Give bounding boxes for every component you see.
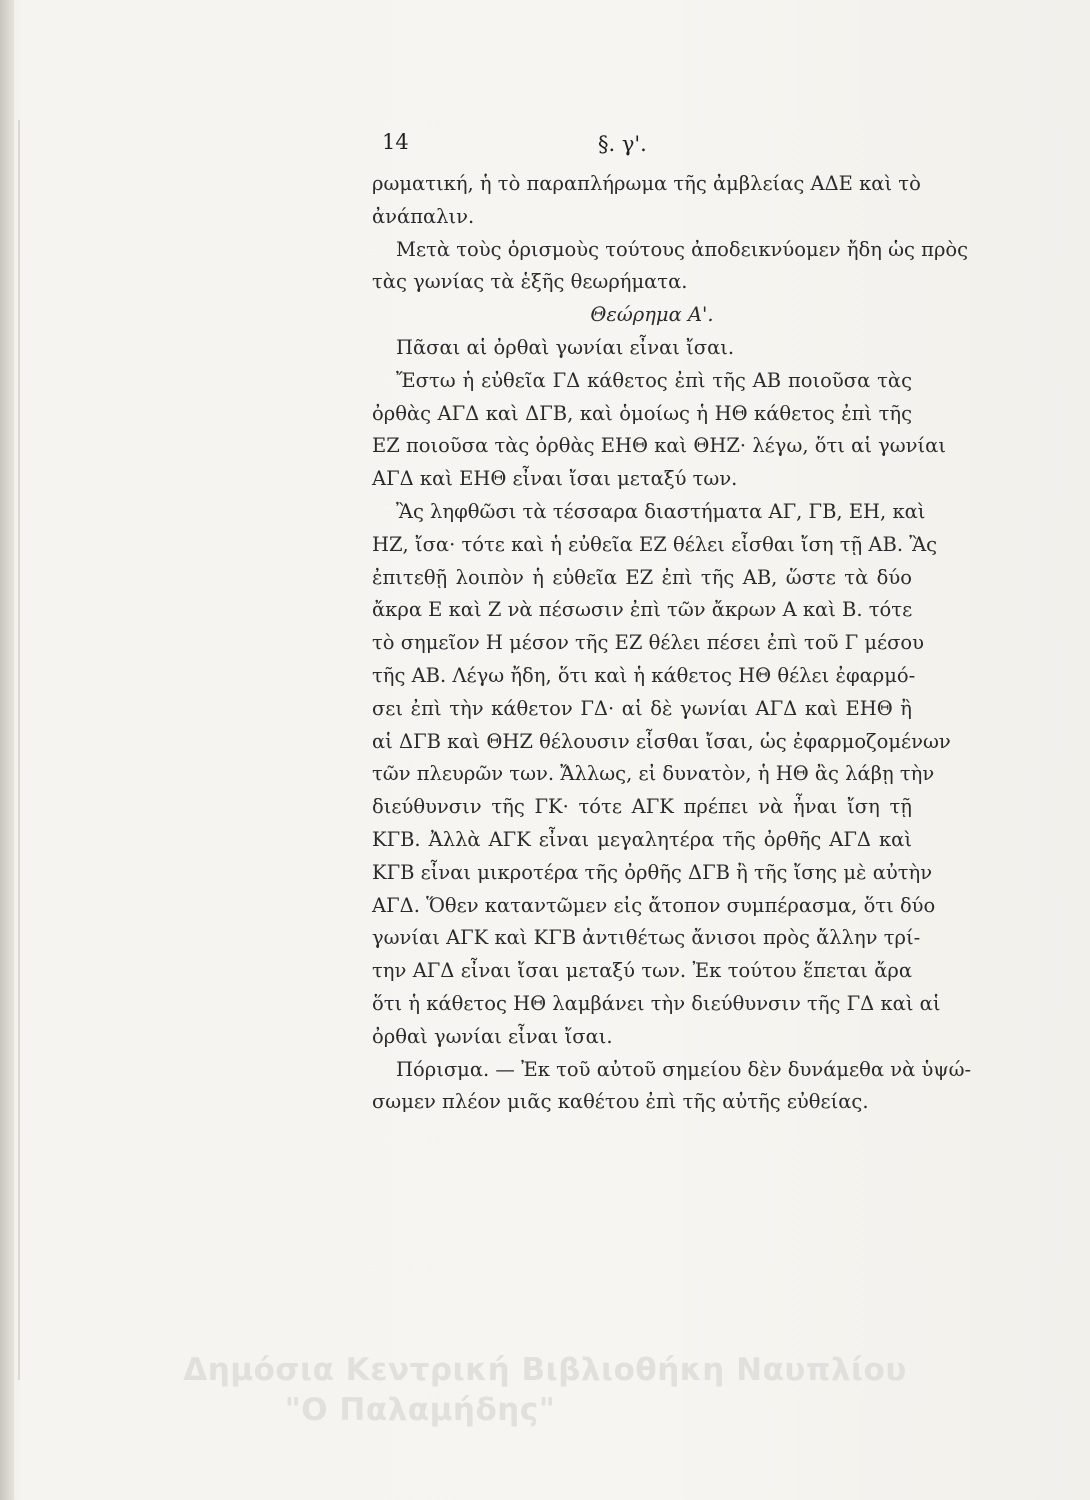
text-line: ΑΓΔ. Ὅθεν καταντῶμεν εἰς ἄτοπον συμπέρασμα, ὅτι δύο bbox=[372, 893, 936, 917]
text-line: Μετὰ τοὺς ὁρισμοὺς τούτους ἀποδεικνύομεν ἤδη ὡς πρὸς bbox=[396, 237, 969, 261]
text-line: τὸ σημεῖον Η μέσον τῆς ΕΖ θέλει πέσει ἐπὶ τοῦ Γ μέσου bbox=[372, 631, 925, 655]
page-header bbox=[0, 130, 1090, 170]
library-watermark-line1: Δημόσια Κεντρική Βιβλιοθήκη Ναυπλίου bbox=[183, 1352, 907, 1388]
text-line: ὅτι ἡ κάθετος ΗΘ λαμβάνει τὴν διεύθυνσιν τῆς ΓΔ καὶ αἱ bbox=[372, 991, 941, 1015]
text-line: γωνίαι ΑΓΚ καὶ ΚΓΒ ἀντιθέτως ἄνισοι πρὸς ἄλλην τρί- bbox=[372, 926, 921, 950]
body-text bbox=[372, 168, 972, 1119]
theorem-statement: Πᾶσαι αἱ ὀρθαὶ γωνίαι εἶναι ἴσαι. bbox=[396, 335, 735, 359]
text-line: σει ἐπὶ τὴν κάθετον ΓΔ· αἱ δὲ γωνίαι ΑΓΔ καὶ ΕΗΘ ἢ bbox=[372, 696, 912, 720]
text-line: τῆς ΑΒ. Λέγω ἤδη, ὅτι καὶ ἡ κάθετος ΗΘ θέλει ἐφαρμό- bbox=[372, 663, 916, 687]
text-line: ΗΖ, ἴσα· τότε καὶ ἡ εὐθεῖα ΕΖ θέλει εἶσθαι ἴση τῇ ΑΒ. Ἂς bbox=[372, 532, 938, 556]
library-watermark-line2: "Ο Παλαμήδης" bbox=[284, 1392, 556, 1428]
text-line: αἱ ΔΓΒ καὶ ΘΗΖ θέλουσιν εἶσθαι ἴσαι, ὡς ἐφαρμοζομένων bbox=[372, 729, 951, 753]
theorem-title: Θεώρημα Α'. bbox=[590, 303, 714, 327]
text-line: ΑΓΔ καὶ ΕΗΘ εἶναι ἴσαι μεταξύ των. bbox=[372, 467, 738, 491]
text-line: ΚΓΒ. Ἀλλὰ ΑΓΚ εἶναι μεγαλητέρα τῆς ὀρθῆς ΑΓΔ καὶ bbox=[372, 827, 912, 851]
text-line: ἄκρα Ε καὶ Ζ νὰ πέσωσιν ἐπὶ τῶν ἄκρων Α καὶ Β. τότε bbox=[372, 598, 913, 622]
text-line: ὀρθαὶ γωνίαι εἶναι ἴσαι. bbox=[372, 1024, 613, 1048]
corollary-line: σωμεν πλέον μιᾶς καθέτου ἐπὶ τῆς αὐτῆς εὐθείας. bbox=[372, 1090, 869, 1114]
page-fold-edge bbox=[0, 0, 14, 1500]
text-line: Ἔστω ἡ εὐθεῖα ΓΔ κάθετος ἐπὶ τῆς ΑΒ ποιοῦσα τὰς bbox=[396, 368, 912, 392]
text-line: Ἂς ληφθῶσι τὰ τέσσαρα διαστήματα ΑΓ, ΓΒ, ΕΗ, καὶ bbox=[396, 499, 926, 523]
corollary-line: Πόρισμα. — Ἐκ τοῦ αὐτοῦ σημείου δὲν δυνάμεθα νὰ ὑψώ- bbox=[396, 1057, 972, 1081]
library-watermark bbox=[0, 1350, 1090, 1430]
text-line: τὰς γωνίας τὰ ἑξῆς θεωρήματα. bbox=[372, 270, 688, 294]
text-line: διεύθυνσιν τῆς ΓΚ· τότε ΑΓΚ πρέπει νὰ ἦναι ἴση τῇ bbox=[372, 795, 912, 819]
page-number: 14 bbox=[382, 130, 409, 154]
text-line: ΚΓΒ εἶναι μικροτέρα τῆς ὀρθῆς ΔΓΒ ἢ τῆς ἴσης μὲ αὐτὴν bbox=[372, 860, 933, 884]
text-line: τῶν πλευρῶν των. Ἄλλως, εἰ δυνατὸν, ἡ ΗΘ ἂς λάβῃ τὴν bbox=[372, 762, 935, 786]
text-line: ΕΖ ποιοῦσα τὰς ὀρθὰς ΕΗΘ καὶ ΘΗΖ· λέγω, ὅτι αἱ γωνίαι bbox=[372, 434, 946, 458]
section-heading: §. γ'. bbox=[598, 132, 647, 156]
text-line: ἐπιτεθῇ λοιπὸν ἡ εὐθεῖα ΕΖ ἐπὶ τῆς ΑΒ, ὥστε τὰ δύο bbox=[372, 565, 912, 589]
scan-artifact-line bbox=[18, 120, 20, 1380]
text-line: ἀνάπαλιν. bbox=[372, 204, 475, 228]
text-line: ὀρθὰς ΑΓΔ καὶ ΔΓΒ, καὶ ὁμοίως ἡ ΗΘ κάθετος ἐπὶ τῆς bbox=[372, 401, 912, 425]
text-line: την ΑΓΔ εἶναι ἴσαι μεταξύ των. Ἐκ τούτου ἕπεται ἄρα bbox=[372, 959, 912, 983]
text-line: ρωματική, ἡ τὸ παραπλήρωμα τῆς ἀμβλείας ΑΔΕ καὶ τὸ bbox=[372, 172, 921, 195]
